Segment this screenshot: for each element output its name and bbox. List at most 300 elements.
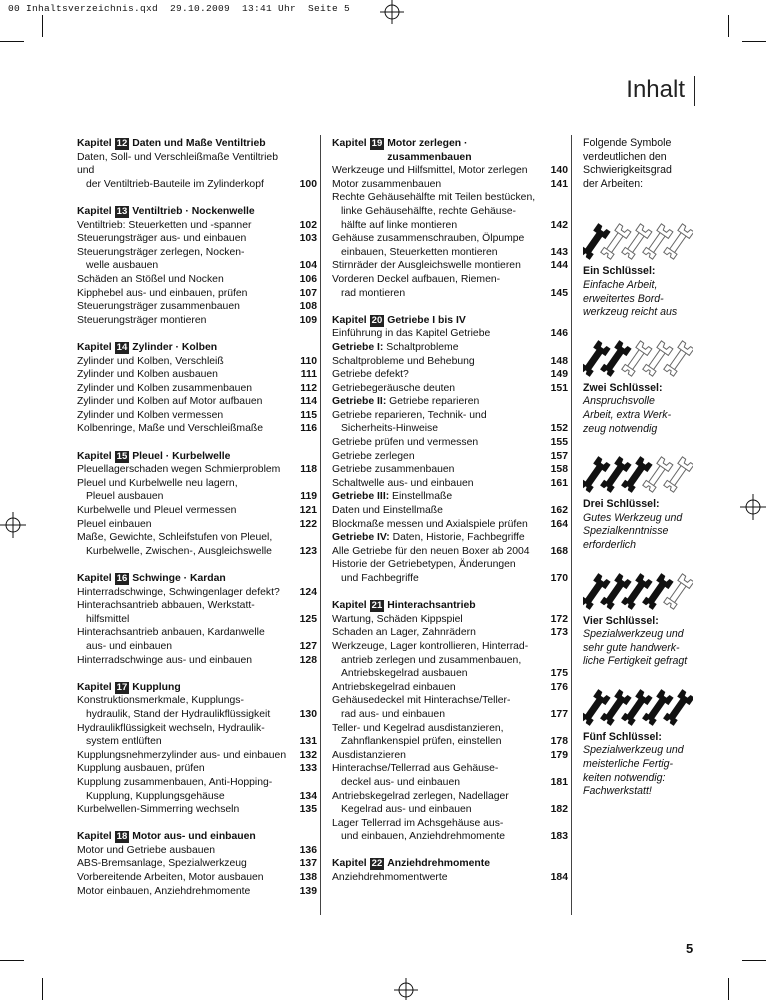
toc-page-number: 106	[299, 273, 317, 285]
toc-page-number: 144	[550, 260, 568, 272]
toc-page-number: 116	[300, 423, 317, 435]
wrench-rating-icons	[583, 221, 693, 261]
toc-entry	[77, 722, 317, 749]
toc-entry	[77, 803, 317, 817]
toc-entry	[332, 450, 568, 464]
toc-entry-text	[332, 640, 546, 681]
wrench-icon	[621, 690, 652, 726]
toc-entry-text	[77, 368, 295, 382]
toc-page-number: 119	[300, 491, 317, 503]
toc-page-number: 161	[550, 477, 568, 489]
difficulty-level-description: Anspruchsvolle	[583, 395, 655, 408]
toc-page-number: 155	[550, 437, 568, 449]
toc-entry-line: Zahnflankenspiel prüfen, einstellen	[341, 736, 502, 748]
toc-entry-line: Kupplung zusammenbauen, Anti-Hopping-	[77, 776, 273, 788]
chapter-number-badge: 16	[116, 573, 128, 584]
toc-entry-text	[77, 626, 295, 653]
toc-page-number: 100	[299, 178, 317, 190]
difficulty-level-description: liche Fertigkeit gefragt	[583, 655, 688, 668]
chapter-title	[132, 341, 217, 355]
crop-mark	[0, 960, 24, 961]
registration-mark-right	[740, 494, 766, 520]
chapter-title-text: Hinterachsantrieb	[387, 600, 476, 612]
toc-entry	[332, 749, 568, 763]
toc-entry	[77, 287, 317, 301]
wrench-rating-icons	[583, 338, 693, 378]
chapter-heading	[77, 205, 317, 219]
toc-entry-line: hälfte auf linke montieren	[341, 219, 458, 231]
toc-entry	[332, 178, 568, 192]
wrench-rating-icons	[583, 571, 693, 611]
crop-mark	[728, 978, 729, 1000]
difficulty-level-title: Vier Schlüssel:	[583, 614, 659, 627]
chapter-number-badge: 20	[371, 314, 383, 326]
toc-entry-line: der Ventiltrieb-Bauteile im Zylinderkopf	[86, 178, 264, 190]
toc-page-number: 136	[299, 844, 317, 856]
chapter-label: Kapitel	[77, 681, 112, 693]
toc-page-number: 140	[550, 165, 568, 177]
toc-entry-text	[332, 613, 546, 627]
chapter-label: Kapitel	[77, 450, 112, 462]
toc-entry-line: Kupplung ausbauen, prüfen	[77, 763, 205, 775]
wrench-icon	[600, 457, 631, 493]
toc-entry	[332, 681, 568, 695]
chapter-section	[77, 341, 317, 436]
toc-entry-line: Getriebe zerlegen	[332, 450, 415, 462]
wrench-icon	[621, 457, 652, 493]
toc-entry-line: Gehäusedeckel mit Hinterachse/Teller-	[332, 695, 511, 707]
toc-entry-text	[77, 749, 295, 763]
toc-page-number: 177	[550, 708, 568, 720]
chapter-heading	[77, 341, 317, 355]
toc-entry	[77, 844, 317, 858]
toc-entry-text	[332, 790, 546, 817]
chapter-title-text: Schwinge · Kardan	[132, 573, 226, 584]
difficulty-level-description: sehr gute handwerk-	[583, 641, 680, 654]
chapter-title	[132, 572, 226, 586]
toc-entry-text	[77, 857, 295, 871]
toc-page-number: 164	[550, 518, 568, 530]
toc-entry-text	[332, 395, 546, 409]
wrench-icon	[621, 341, 652, 377]
crop-mark	[728, 15, 729, 37]
toc-entry	[332, 817, 568, 844]
toc-entry-text	[332, 545, 546, 559]
toc-entry-line: aus- und einbauen	[86, 640, 173, 652]
wrench-icon	[600, 341, 631, 377]
chapter-title-text: Zylinder · Kolben	[132, 341, 218, 353]
toc-entry-line: Kurbelwellen-Simmerring wechseln	[77, 804, 240, 816]
difficulty-level	[583, 687, 693, 799]
toc-entry-text	[77, 871, 295, 885]
toc-entry-line: rad montieren	[341, 287, 406, 299]
toc-entry	[77, 885, 317, 899]
toc-page-number: 151	[550, 382, 568, 394]
toc-entry	[332, 626, 568, 640]
toc-entry-line: hydraulik, Stand der Hydraulikflüssigkeit	[86, 708, 271, 720]
chapter-heading	[77, 572, 317, 586]
toc-page-number: 184	[550, 872, 568, 884]
toc-entry-line: Werkzeuge, Lager kontrollieren, Hinterrad-	[332, 640, 529, 652]
toc-entry-text	[332, 694, 546, 721]
difficulty-level-title: Zwei Schlüssel:	[583, 381, 663, 394]
toc-entry-line: rad aus- und einbauen	[341, 708, 445, 720]
toc-page-number: 104	[299, 260, 317, 272]
chapter-section	[77, 681, 317, 817]
toc-subsection-label: Getriebe II:	[332, 396, 387, 408]
toc-entry-line: Lager Tellerrad im Achsgehäuse aus-	[332, 817, 504, 829]
chapter-heading	[77, 450, 317, 464]
difficulty-level-description: zeug notwendig	[583, 422, 658, 435]
toc-entry-line: deckel aus- und einbauen	[341, 776, 461, 788]
wrench-icon	[642, 341, 673, 377]
chapter-label: Kapitel	[77, 831, 112, 843]
toc-entry-text	[77, 422, 295, 436]
chapter-label: Kapitel	[77, 205, 112, 217]
toc-entry-text	[332, 504, 546, 518]
toc-page-number: 134	[299, 790, 317, 802]
toc-entry-line: Anziehdrehmomentwerte	[332, 872, 448, 884]
toc-entry-text	[77, 273, 295, 287]
toc-entry-text	[332, 490, 546, 504]
toc-entry-text	[332, 355, 546, 369]
toc-entry-text	[77, 722, 295, 749]
registration-mark-left	[0, 512, 26, 538]
difficulty-level-description: Gutes Werkzeug und	[583, 511, 683, 524]
toc-entry	[332, 871, 568, 885]
chapter-number-badge: 18	[116, 831, 128, 843]
toc-entry-line: Sicherheits-Hinweise	[341, 423, 439, 435]
toc-entry	[332, 436, 568, 450]
chapter-title-text: Pleuel · Kurbelwelle	[132, 450, 231, 462]
difficulty-level-description: erweitertes Bord-	[583, 292, 664, 305]
toc-entry-line: Schaltwelle aus- und einbauen	[332, 477, 474, 489]
difficulty-legend	[583, 137, 693, 817]
toc-page-number: 178	[550, 736, 568, 748]
difficulty-level-description: Spezialwerkzeug und	[583, 628, 684, 641]
toc-entry-text	[77, 586, 295, 600]
legend-intro	[583, 137, 693, 191]
chapter-number-badge: 22	[371, 858, 383, 870]
toc-entry-line: Zylinder und Kolben vermessen	[77, 409, 224, 421]
toc-page-number: 123	[299, 545, 317, 557]
difficulty-level	[583, 338, 693, 436]
toc-entry-line: Getriebe zusammenbauen	[332, 464, 455, 476]
crop-mark	[42, 978, 43, 1000]
toc-entry	[332, 722, 568, 749]
chapter-title-text: Anziehdrehmomente	[387, 858, 490, 870]
toc-entry-text	[332, 749, 546, 763]
toc-page-number: 158	[550, 464, 568, 476]
chapter-title-text: Ventiltrieb · Nockenwelle	[132, 205, 255, 217]
registration-mark-bottom	[394, 978, 418, 1000]
wrench-icon	[663, 457, 693, 493]
chapter-label: Kapitel	[332, 600, 367, 612]
toc-entry	[332, 273, 568, 300]
toc-page-number: 121	[299, 505, 317, 517]
toc-entry-line: Historie der Getriebetypen, Änderungen	[332, 559, 516, 571]
toc-entry	[77, 382, 317, 396]
toc-entry-text	[332, 762, 546, 789]
toc-page-number: 103	[299, 233, 317, 245]
chapter-title	[132, 450, 230, 464]
toc-page-number: 179	[550, 749, 568, 761]
toc-page-number: 183	[550, 831, 568, 843]
toc-entry	[332, 640, 568, 681]
chapter-label: Kapitel	[77, 138, 112, 149]
toc-entry-line: Blockmaße messen und Axialspiele prüfen	[332, 518, 528, 530]
wrench-icon	[583, 573, 610, 609]
toc-entry-text	[77, 232, 295, 246]
toc-entry-text	[332, 368, 546, 382]
toc-entry-text	[332, 463, 546, 477]
chapter-label: Kapitel	[332, 314, 367, 326]
toc-entry	[332, 762, 568, 789]
toc-page-number: 168	[550, 545, 568, 557]
toc-entry-line: Hinterachse/Tellerrad aus Gehäuse-	[332, 763, 499, 775]
toc-subsection-title: Schaltprobleme	[383, 341, 459, 353]
chapter-number-badge: 12	[116, 138, 128, 149]
toc-entry	[77, 504, 317, 518]
toc-page-number: 152	[550, 423, 568, 435]
toc-page-number: 130	[299, 708, 317, 720]
toc-page-number: 157	[550, 450, 568, 462]
toc-entry-text	[77, 287, 295, 301]
difficulty-level-description: Arbeit, extra Werk-	[583, 408, 672, 421]
chapter-title-text: Motor aus- und einbauen	[132, 831, 256, 843]
toc-entry	[77, 599, 317, 626]
toc-entry	[332, 395, 568, 409]
wrench-icon	[642, 224, 673, 260]
toc-page-number: 172	[550, 613, 568, 625]
toc-entry-line: Getriebegeräusche deuten	[332, 382, 456, 394]
toc-entry-line: Steuerungsträger zusammenbauen	[77, 301, 240, 313]
difficulty-level-description: meisterliche Fertig-	[583, 758, 674, 771]
toc-entry-line: Kipphebel aus- und einbauen, prüfen	[77, 287, 248, 299]
toc-entry	[77, 422, 317, 436]
toc-entry-line: Wartung, Schäden Kippspiel	[332, 613, 463, 625]
toc-entry-line: und einbauen, Anziehdrehmomente	[341, 831, 506, 843]
chapter-section	[332, 857, 568, 884]
legend-intro-line: verdeutlichen den	[583, 150, 667, 163]
toc-page-number: 182	[550, 804, 568, 816]
chapter-title	[387, 137, 471, 164]
toc-page-number: 114	[300, 396, 317, 408]
toc-entry-text	[77, 654, 295, 668]
toc-page-number: 146	[550, 328, 568, 340]
toc-page-number: 132	[299, 749, 317, 761]
toc-page-number: 148	[550, 355, 568, 367]
toc-entry	[77, 300, 317, 314]
toc-entry-text	[332, 259, 546, 273]
chapter-section	[77, 572, 317, 667]
toc-entry	[332, 463, 568, 477]
chapter-title-text: Motor zerlegen ·	[387, 138, 468, 149]
toc-entry	[332, 790, 568, 817]
wrench-icon	[600, 573, 631, 609]
legend-intro-line: Folgende Symbole	[583, 137, 672, 149]
toc-entry-line: und Fachbegriffe	[341, 573, 419, 584]
toc-entry-text	[332, 531, 546, 545]
toc-entry-line: system entlüften	[86, 736, 162, 748]
difficulty-level-description: erforderlich	[583, 538, 636, 551]
toc-page-number: 133	[299, 763, 317, 775]
toc-entry-line: Alle Getriebe für den neuen Boxer ab 2004	[332, 545, 530, 557]
page-number: 5	[686, 941, 694, 956]
toc-entry	[77, 219, 317, 233]
wrench-icon	[600, 690, 631, 726]
toc-entry	[77, 409, 317, 423]
toc-page-number: 107	[299, 287, 317, 299]
toc-entry	[77, 463, 317, 477]
toc-entry-text	[77, 599, 295, 626]
toc-entry	[332, 355, 568, 369]
wrench-icon	[583, 224, 610, 260]
toc-page-number: 111	[300, 369, 317, 381]
chapter-heading	[332, 599, 568, 613]
toc-entry-text	[332, 178, 546, 192]
wrench-icon	[583, 341, 610, 377]
toc-entry-line: Vorbereitende Arbeiten, Motor ausbauen	[77, 872, 264, 884]
toc-page-number: 145	[550, 287, 568, 299]
toc-page-number: 162	[550, 505, 568, 517]
toc-page-number: 127	[299, 640, 317, 652]
toc-entry-line: antrieb zerlegen und zusammenbauen,	[341, 654, 522, 666]
toc-entry-line: Rechte Gehäusehälfte mit Teilen bestücken,	[332, 192, 536, 204]
toc-entry-line: Stirnräder der Ausgleichswelle montieren	[332, 260, 521, 272]
chapter-title	[387, 599, 475, 613]
chapter-heading	[332, 137, 568, 164]
toc-entry	[77, 518, 317, 532]
toc-entry-line: Zylinder und Kolben zusammenbauen	[77, 382, 253, 394]
toc-subsection-title: Einstellmaße	[389, 491, 453, 503]
toc-entry-line: Kupplungsnehmerzylinder aus- und einbauen	[77, 749, 287, 761]
toc-entry	[332, 490, 568, 504]
toc-entry-line: Antriebskegelrad einbauen	[332, 681, 456, 693]
toc-entry-line: Schaden an Lager, Zahnrädern	[332, 627, 476, 639]
toc-entry	[77, 586, 317, 600]
toc-entry-line: Zylinder und Kolben, Verschleiß	[77, 355, 224, 367]
toc-entry	[332, 531, 568, 545]
chapter-section	[77, 450, 317, 559]
toc-page-number: 143	[550, 246, 568, 258]
wrench-rating-icons	[583, 454, 693, 494]
toc-page-number: 112	[300, 382, 317, 394]
toc-page-number: 135	[299, 804, 317, 816]
toc-entry-line: Teller- und Kegelrad ausdistanzieren,	[332, 722, 504, 734]
toc-entry-line: Kurbelwelle, Zwischen-, Ausgleichswelle	[86, 545, 272, 557]
toc-entry-line: Kolbenringe, Maße und Verschleißmaße	[77, 423, 263, 435]
toc-entry	[77, 232, 317, 246]
toc-entry-text	[332, 722, 546, 749]
toc-page-number: 137	[299, 858, 317, 870]
toc-entry-line: Pleuel und Kurbelwelle neu lagern,	[77, 477, 238, 489]
toc-entry-text	[332, 191, 546, 232]
wrench-icon	[663, 341, 693, 377]
toc-entry	[332, 232, 568, 259]
toc-entry-line: Pleuel ausbauen	[86, 491, 164, 503]
toc-entry-text	[332, 626, 546, 640]
toc-page-number: 108	[299, 301, 317, 313]
toc-entry	[332, 164, 568, 178]
chapter-label: Kapitel	[332, 858, 367, 870]
toc-entry	[332, 558, 568, 585]
toc-page-number: 176	[550, 681, 568, 693]
toc-page-number: 173	[550, 627, 568, 639]
registration-mark-top	[380, 0, 404, 24]
toc-entry-line: Steuerungsträger aus- und einbauen	[77, 233, 247, 245]
toc-page-number: 115	[300, 409, 317, 421]
toc-entry-line: Kegelrad aus- und einbauen	[341, 804, 472, 816]
chapter-number-badge: 15	[116, 450, 128, 462]
difficulty-level-description: Fachwerkstatt!	[583, 785, 652, 798]
toc-entry-text	[77, 151, 295, 192]
toc-entry	[77, 368, 317, 382]
chapter-number-badge: 14	[116, 341, 128, 353]
chapter-title	[132, 205, 254, 219]
toc-entry	[77, 314, 317, 328]
toc-entry-line: Antriebskegelrad ausbauen	[341, 668, 468, 680]
toc-page-number: 110	[300, 355, 317, 367]
toc-entry-text	[77, 395, 295, 409]
chapter-section	[77, 830, 317, 898]
toc-entry	[332, 694, 568, 721]
chapter-heading	[77, 830, 317, 844]
toc-entry-line: Getriebe reparieren, Technik- und	[332, 409, 487, 421]
difficulty-level-description: keiten notwendig:	[583, 771, 666, 784]
toc-entry-text	[332, 558, 546, 585]
chapter-heading	[77, 681, 317, 695]
toc-column-left	[77, 137, 317, 912]
toc-entry-line: Schäden an Stößel und Nocken	[77, 273, 224, 285]
toc-entry	[332, 382, 568, 396]
difficulty-level-description: Spezialkenntnisse	[583, 525, 669, 538]
toc-page-number: 125	[299, 613, 317, 625]
toc-entry	[332, 409, 568, 436]
toc-page-number: 139	[299, 885, 317, 897]
toc-entry-text	[332, 871, 546, 885]
toc-entry-text	[332, 817, 546, 844]
difficulty-level-description: Spezialwerkzeug und	[583, 744, 684, 757]
chapter-number-badge: 13	[116, 205, 128, 217]
crop-mark	[42, 15, 43, 37]
toc-entry-line: Hinterachsantrieb anbauen, Kardanwelle	[77, 627, 265, 639]
toc-entry-text	[77, 762, 295, 776]
toc-entry-line: Pleuel einbauen	[77, 518, 152, 530]
toc-entry-text	[332, 477, 546, 491]
chapter-heading	[332, 314, 568, 328]
toc-entry	[332, 518, 568, 532]
toc-entry-line: Getriebe defekt?	[332, 369, 409, 381]
toc-entry-line: Einführung in das Kapitel Getriebe	[332, 328, 491, 340]
chapter-title-text: zusammenbauen	[387, 151, 472, 163]
toc-entry-text	[77, 219, 295, 233]
wrench-icon	[642, 457, 673, 493]
toc-entry-line: Hinterradschwinge aus- und einbauen	[77, 654, 253, 666]
chapter-section	[77, 205, 317, 327]
legend-intro-line: der Arbeiten:	[583, 177, 644, 190]
toc-entry-line	[332, 395, 546, 409]
toc-entry	[77, 871, 317, 885]
toc-entry-text	[77, 300, 295, 314]
toc-entry	[77, 857, 317, 871]
toc-entry-line: Werkzeuge und Hilfsmittel, Motor zerlegen	[332, 165, 528, 177]
wrench-icon	[583, 457, 610, 493]
toc-page-number: 149	[550, 369, 568, 381]
toc-entry-text	[332, 681, 546, 695]
toc-entry-line	[332, 490, 546, 504]
toc-subsection-title: Getriebe reparieren	[386, 396, 480, 408]
